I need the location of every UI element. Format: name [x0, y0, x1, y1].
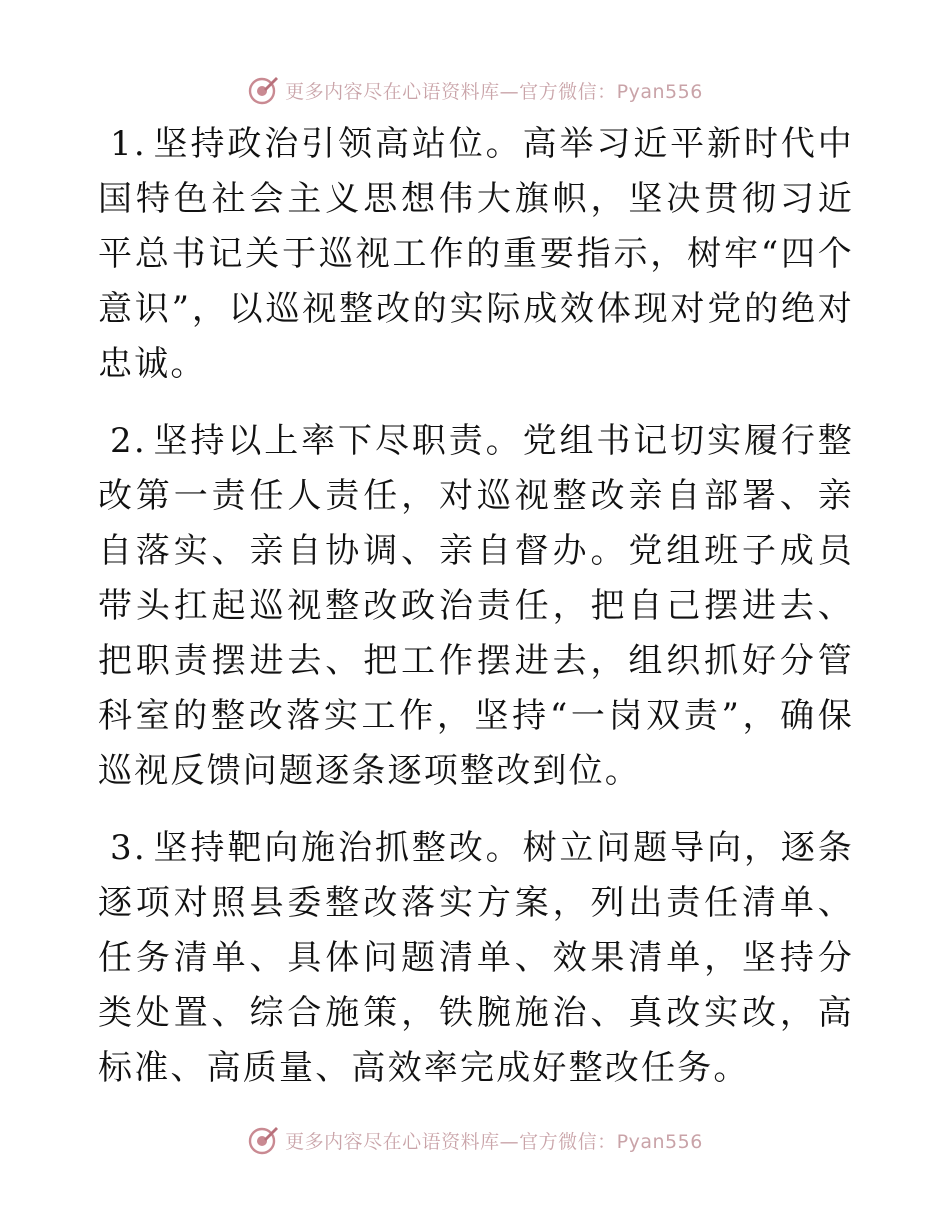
paragraph-text: 坚持政治引领高站位。高举习近平新时代中国特色社会主义思想伟大旗帜，坚决贯彻习近平总书记关于巡视工作的重要指示，树牢“四个意识”，以巡视整改的实际成效体现对党的绝对忠诚。 [98, 124, 854, 384]
paragraph-number: 1. [110, 124, 147, 164]
watermark-text [285, 1127, 703, 1154]
header-watermark [0, 72, 950, 108]
paragraph-3 [98, 821, 854, 1096]
document-body [98, 117, 854, 1118]
paragraph-number: 2. [110, 421, 147, 461]
watermark-wechat-id: Pyan556 [616, 1130, 703, 1153]
paragraph-2 [98, 414, 854, 799]
watermark-site-text: 更多内容尽在心语资料库—官方微信： [285, 1130, 617, 1153]
paragraph-1 [98, 117, 854, 392]
watermark-text [285, 77, 703, 104]
paragraph-number: 3. [110, 828, 147, 868]
footer-watermark [0, 1122, 950, 1158]
watermark-wechat-id: Pyan556 [616, 80, 703, 103]
watermark-site-text: 更多内容尽在心语资料库—官方微信： [285, 80, 617, 103]
paragraph-text: 坚持靶向施治抓整改。树立问题导向，逐条逐项对照县委整改落实方案，列出责任清单、任务清单、具体问题清单、效果清单，坚持分类处置、综合施策，铁腕施治、真改实改，高标准、高质量、高效率完成好整改任务。 [98, 828, 854, 1088]
paragraph-text: 坚持以上率下尽职责。党组书记切实履行整改第一责任人责任，对巡视整改亲自部署、亲自落实、亲自协调、亲自督办。党组班子成员带头扛起巡视整改政治责任，把自己摆进去、把职责摆进去、把工作摆进去，组织抓好分管科室的整改落实工作，坚持“一岗双责”，确保巡视反馈问题逐条逐项整改到位。 [98, 421, 854, 791]
pen-circle-logo-icon [247, 1124, 279, 1156]
pen-circle-logo-icon [247, 74, 279, 106]
